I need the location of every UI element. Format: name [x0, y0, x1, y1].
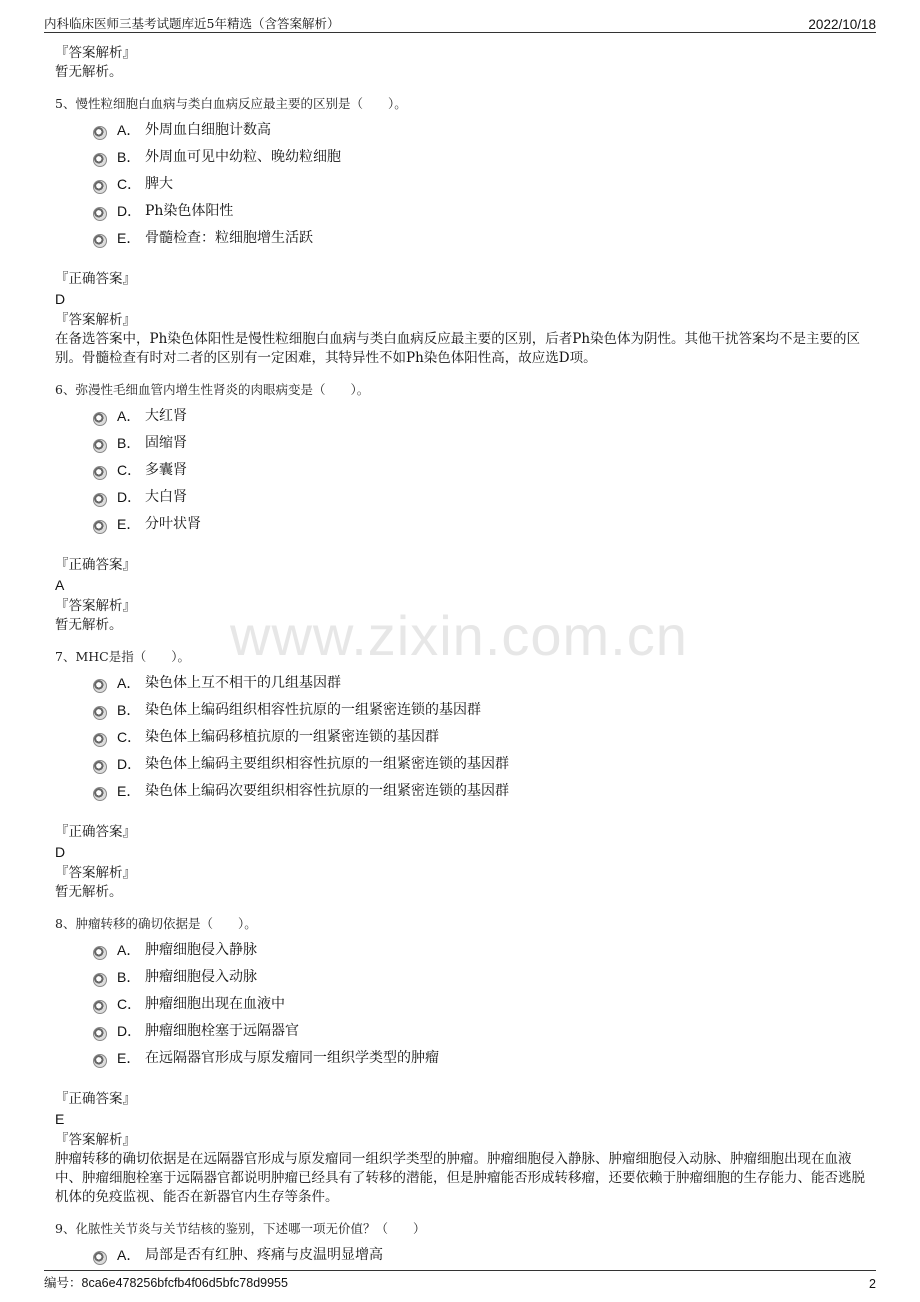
radio-button-icon[interactable]	[93, 973, 107, 987]
previous-explanation	[55, 44, 865, 82]
correct-answer-value: D	[55, 291, 66, 307]
explain-text: 暂无解析。	[55, 884, 123, 900]
document-title: 内科临床医师三基考试题库近5年精选（含答案解析）	[44, 16, 340, 31]
radio-button-icon[interactable]	[93, 180, 107, 194]
option-text: 脾大	[145, 176, 173, 192]
option-text: 在远隔器官形成与原发瘤同一组织学类型的肿瘤	[145, 1050, 439, 1066]
radio-button-icon[interactable]	[93, 412, 107, 426]
radio-button-icon[interactable]	[93, 706, 107, 720]
option-letter: E．	[117, 1050, 141, 1066]
option-letter: D．	[117, 756, 142, 772]
correct-answer-label: 『正确答案』	[55, 1091, 136, 1107]
explain-text: 肿瘤转移的确切依据是在远隔器官形成与原发瘤同一组织学类型的肿瘤。肿瘤细胞侵入静脉、肿瘤细胞侵入动脉、肿瘤细胞出现在血液中、肿瘤细胞栓塞于远隔器官都说明肿瘤已经具有了转移的潜能，但是肿瘤能否形成转移瘤，还要依赖于肿瘤细胞的生存能力、能否逃脱机体的免疫监视、能否在新器官内生存等条件。	[55, 1151, 865, 1205]
explain-label: 『答案解析』	[55, 312, 136, 328]
radio-button-icon[interactable]	[93, 1027, 107, 1041]
option-text: 肿瘤细胞侵入动脉	[145, 969, 257, 985]
explain-label: 『答案解析』	[55, 45, 136, 61]
explain-text: 暂无解析。	[55, 617, 123, 633]
option-text: 肿瘤细胞出现在血液中	[145, 996, 285, 1012]
radio-button-icon[interactable]	[93, 733, 107, 747]
option-letter: D．	[117, 203, 142, 219]
question-title: 6、弥漫性毛细血管内增生性肾炎的肉眼病变是（ ）。	[55, 382, 370, 397]
option-list	[93, 117, 865, 252]
answer-option[interactable]	[93, 991, 865, 1018]
option-letter: A．	[117, 408, 141, 424]
radio-button-icon[interactable]	[93, 760, 107, 774]
answer-option[interactable]	[93, 403, 865, 430]
option-letter: D．	[117, 489, 142, 505]
explain-text: 暂无解析。	[55, 64, 123, 80]
explain-label: 『答案解析』	[55, 1132, 136, 1148]
radio-button-icon[interactable]	[93, 787, 107, 801]
option-text: 固缩肾	[145, 435, 187, 451]
page-footer	[44, 1270, 876, 1291]
answer-section	[55, 270, 865, 368]
option-text: 染色体上互不相干的几组基因群	[145, 675, 341, 691]
option-text: 外周血可见中幼粒、晚幼粒细胞	[145, 149, 341, 165]
radio-button-icon[interactable]	[93, 520, 107, 534]
explain-label: 『答案解析』	[55, 598, 136, 614]
option-list	[93, 937, 865, 1072]
radio-button-icon[interactable]	[93, 679, 107, 693]
answer-option[interactable]	[93, 1242, 865, 1269]
answer-option[interactable]	[93, 697, 865, 724]
answer-section	[55, 823, 865, 902]
option-letter: A．	[117, 942, 141, 958]
option-letter: A．	[117, 675, 141, 691]
option-text: Ph染色体阳性	[145, 203, 234, 219]
code-label: 编号：	[44, 1276, 82, 1290]
radio-button-icon[interactable]	[93, 234, 107, 248]
option-text: 大红肾	[145, 408, 187, 424]
radio-button-icon[interactable]	[93, 439, 107, 453]
option-letter: C．	[117, 462, 142, 478]
question-title: 5、慢性粒细胞白血病与类白血病反应最主要的区别是（ ）。	[55, 96, 407, 111]
question-item	[55, 94, 865, 368]
option-text: 肿瘤细胞栓塞于远隔器官	[145, 1023, 299, 1039]
question-title: 9、化脓性关节炎与关节结核的鉴别，下述哪一项无价值？（ ）	[55, 1221, 426, 1236]
explain-text: 在备选答案中，Ph染色体阳性是慢性粒细胞白血病与类白血病反应最主要的区别，后者Ph染色体为阴性。其他干扰答案均不是主要的区别。骨髓检查有时对二者的区别有一定困难，其特异性不如Ph染色体阳性高，故应选D项。	[55, 331, 861, 366]
option-list	[93, 403, 865, 538]
question-item	[55, 914, 865, 1207]
correct-answer-label: 『正确答案』	[55, 271, 136, 287]
option-letter: E．	[117, 516, 141, 532]
answer-option[interactable]	[93, 724, 865, 751]
option-text: 染色体上编码主要组织相容性抗原的一组紧密连锁的基因群	[145, 756, 509, 772]
correct-answer-label: 『正确答案』	[55, 824, 136, 840]
answer-option[interactable]	[93, 1045, 865, 1072]
option-text: 骨髓检查：粒细胞增生活跃	[145, 230, 313, 246]
answer-option[interactable]	[93, 778, 865, 805]
answer-option[interactable]	[93, 964, 865, 991]
option-letter: C．	[117, 996, 142, 1012]
answer-option[interactable]	[93, 457, 865, 484]
answer-option[interactable]	[93, 484, 865, 511]
answer-option[interactable]	[93, 198, 865, 225]
option-letter: E．	[117, 783, 141, 799]
correct-answer-label: 『正确答案』	[55, 557, 136, 573]
question-title: 8、肿瘤转移的确切依据是（ ）。	[55, 916, 257, 931]
question-item	[55, 1219, 865, 1269]
answer-option[interactable]	[93, 511, 865, 538]
option-text: 染色体上编码次要组织相容性抗原的一组紧密连锁的基因群	[145, 783, 509, 799]
question-list	[55, 94, 865, 1269]
document-code	[44, 1273, 288, 1291]
radio-button-icon[interactable]	[93, 946, 107, 960]
option-text: 肿瘤细胞侵入静脉	[145, 942, 257, 958]
option-letter: B．	[117, 702, 141, 718]
option-text: 分叶状肾	[145, 516, 201, 532]
option-letter: D．	[117, 1023, 142, 1039]
radio-button-icon[interactable]	[93, 1251, 107, 1265]
option-text: 染色体上编码移植抗原的一组紧密连锁的基因群	[145, 729, 439, 745]
option-letter: A．	[117, 122, 141, 138]
option-letter: B．	[117, 149, 141, 165]
option-text: 局部是否有红肿、疼痛与皮温明显增高	[145, 1247, 383, 1263]
option-letter: B．	[117, 435, 141, 451]
radio-button-icon[interactable]	[93, 493, 107, 507]
answer-option[interactable]	[93, 1018, 865, 1045]
correct-answer-value: A	[55, 577, 65, 593]
answer-option[interactable]	[93, 670, 865, 697]
answer-option[interactable]	[93, 144, 865, 171]
option-text: 外周血白细胞计数高	[145, 122, 271, 138]
radio-button-icon[interactable]	[93, 1000, 107, 1014]
question-title: 7、MHC是指（ ）。	[55, 649, 190, 664]
answer-option[interactable]	[93, 171, 865, 198]
option-letter: C．	[117, 176, 142, 192]
correct-answer-value: D	[55, 844, 66, 860]
option-text: 大白肾	[145, 489, 187, 505]
option-text: 多囊肾	[145, 462, 187, 478]
document-body	[55, 44, 865, 1269]
option-list	[93, 1242, 865, 1269]
question-item	[55, 647, 865, 902]
radio-button-icon[interactable]	[93, 207, 107, 221]
answer-option[interactable]	[93, 430, 865, 457]
option-text: 染色体上编码组织相容性抗原的一组紧密连锁的基因群	[145, 702, 481, 718]
answer-option[interactable]	[93, 751, 865, 778]
radio-button-icon[interactable]	[93, 153, 107, 167]
answer-section	[55, 556, 865, 635]
answer-option[interactable]	[93, 937, 865, 964]
radio-button-icon[interactable]	[93, 466, 107, 480]
option-letter: A．	[117, 1247, 141, 1263]
watermark: www.zixin.com.cn	[230, 604, 688, 667]
answer-option[interactable]	[93, 117, 865, 144]
page-header	[44, 12, 876, 33]
question-item	[55, 380, 865, 635]
page-number: 2	[869, 1277, 876, 1291]
radio-button-icon[interactable]	[93, 1054, 107, 1068]
correct-answer-value: E	[55, 1111, 65, 1127]
radio-button-icon[interactable]	[93, 126, 107, 140]
option-letter: B．	[117, 969, 141, 985]
answer-option[interactable]	[93, 225, 865, 252]
option-letter: C．	[117, 729, 142, 745]
code-value: 8ca6e478256bfcfb4f06d5bfc78d9955	[81, 1276, 288, 1290]
explain-label: 『答案解析』	[55, 865, 136, 881]
option-list	[93, 670, 865, 805]
document-date: 2022/10/18	[808, 17, 876, 32]
option-letter: E．	[117, 230, 141, 246]
answer-section	[55, 1090, 865, 1207]
